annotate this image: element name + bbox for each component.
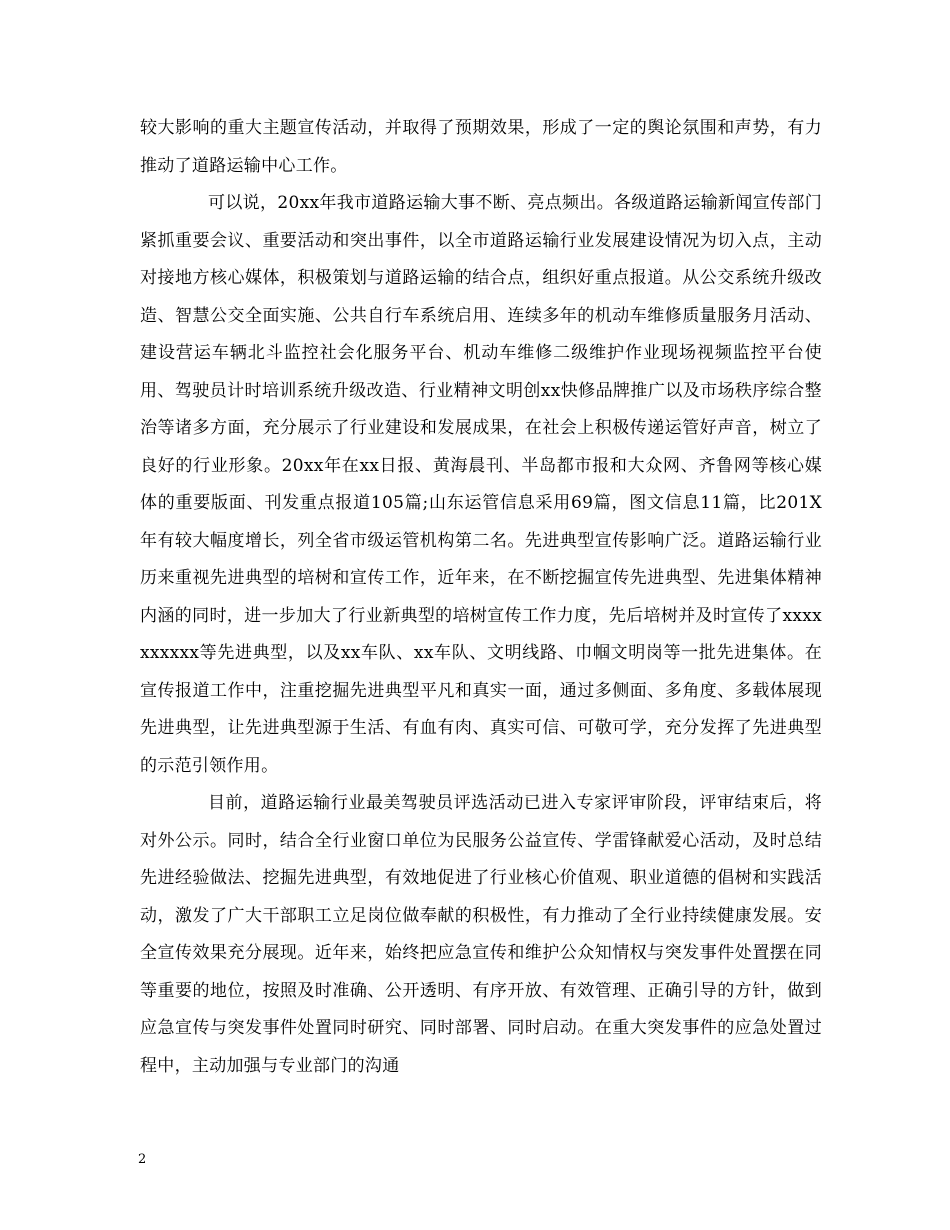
- body-text: [140, 110, 822, 1085]
- paragraph-3: 目前，道路运输行业最美驾驶员评选活动已进入专家评审阶段，评审结束后，将对外公示。同时，结合全行业窗口单位为民服务公益宣传、学雷锋献爱心活动，及时总结先进经验做法、挖掘先进典型，有效地促进了行业核心价值观、职业道德的倡树和实践活动，激发了广大干部职工立足岗位做奉献的积极性，有力推动了全行业持续健康发展。安全宣传效果充分展现。近年来，始终把应急宣传和维护公众知情权与突发事件处置摆在同等重要的地位，按照及时准确、公开透明、有序开放、有效管理、正确引导的方针，做到应急宣传与突发事件处置同时研究、同时部署、同时启动。在重大突发事件的应急处置过程中，主动加强与专业部门的沟通: [140, 793, 822, 1076]
- paragraph-1: 较大影响的重大主题宣传活动，并取得了预期效果，形成了一定的舆论氛围和声势，有力推动了道路运输中心工作。: [140, 118, 822, 176]
- paragraph-2: 可以说，20xx年我市道路运输大事不断、亮点频出。各级道路运输新闻宣传部门紧抓重要会议、重要活动和突出事件，以全市道路运输行业发展建设情况为切入点，主动对接地方核心媒体，积极策划与道路运输的结合点，组织好重点报道。从公交系统升级改造、智慧公交全面实施、公共自行车系统启用、连续多年的机动车维修质量服务月活动、建设营运车辆北斗监控社会化服务平台、机动车维修二级维护作业现场视频监控平台使用、驾驶员计时培训系统升级改造、行业精神文明创xx快修品牌推广以及市场秩序综合整治等诸多方面，充分展示了行业建设和发展成果，在社会上积极传递运管好声音，树立了良好的行业形象。20xx年在xx日报、黄海晨刊、半岛都市报和大众网、齐鲁网等核心媒体的重要版面、刊发重点报道105篇;山东运管信息采用69篇，图文信息11篇，比201X年有较大幅度增长，列全省市级运管机构第二名。先进典型宣传影响广泛。道路运输行业历来重视先进典型的培树和宣传工作，近年来，在不断挖掘宣传先进典型、先进集体精神内涵的同时，进一步加大了行业新典型的培树宣传工作力度，先后培树并及时宣传了xxxxxxxxxx等先进典型，以及xx车队、xx车队、文明线路、巾帼文明岗等一批先进集体。在宣传报道工作中，注重挖掘先进典型平凡和真实一面，通过多侧面、多角度、多载体展现先进典型，让先进典型源于生活、有血有肉、真实可信、可敬可学，充分发挥了先进典型的示范引领作用。: [140, 193, 822, 776]
- page-number: 2: [138, 1152, 147, 1167]
